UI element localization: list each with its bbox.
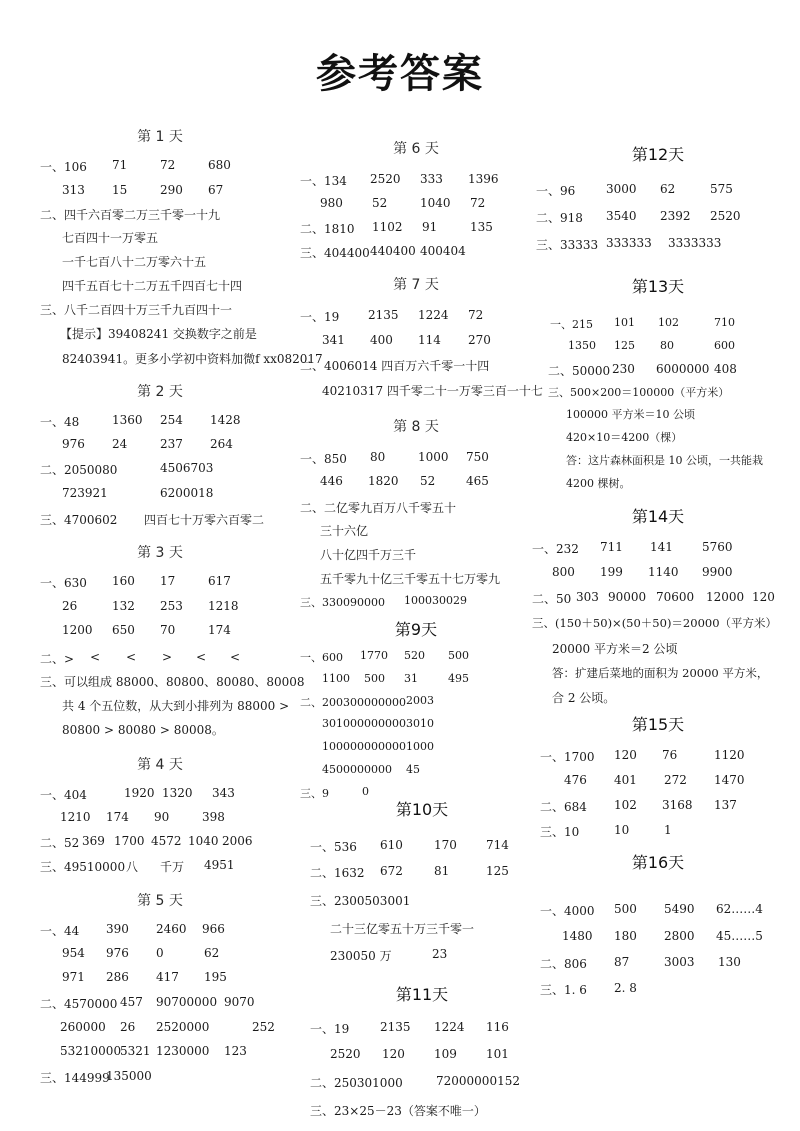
answer-cell: 45……5 — [716, 929, 763, 943]
answer-cell: 一、850 — [300, 452, 347, 466]
answer-cell: 313 — [62, 183, 85, 197]
answer-cell: 9900 — [702, 565, 733, 579]
answer-cell: 102 — [658, 316, 679, 329]
answer-cell: < — [230, 650, 241, 664]
answer-cell: 二、2050080 — [40, 463, 118, 477]
answer-cell: 5490 — [664, 902, 695, 916]
answer-cell: 3168 — [662, 798, 693, 812]
answer-cell: 253 — [160, 599, 183, 613]
answer-cell: 303 — [576, 590, 599, 604]
answer-cell: 520 — [404, 649, 425, 662]
day-1-hint-continued: 82403941。更多小学初中资料加微f xx082017 — [62, 352, 323, 366]
answer-cell: 一、106 — [40, 160, 87, 174]
answer-cell: 3333333 — [668, 236, 722, 250]
answer-cell: 三、144999 — [40, 1071, 110, 1085]
answer-cell: 457 — [120, 995, 143, 1009]
answer-cell: 954 — [62, 946, 85, 960]
answer-cell: 333 — [420, 172, 443, 186]
answer-cell: 70600 — [656, 590, 695, 604]
answer-cell: 610 — [380, 838, 403, 852]
answer-cell: 2135 — [368, 308, 399, 322]
answer-cell: 三、9 — [300, 787, 329, 800]
day-16-heading: 第16天 — [631, 853, 685, 872]
answer-cell: 2520000 — [156, 1020, 210, 1034]
answer-cell: 一、600 — [300, 651, 343, 664]
answer-cell: 80 — [370, 450, 386, 464]
day-2-heading: 第 2 天 — [137, 384, 183, 400]
answer-cell: 53210000 — [60, 1044, 122, 1058]
day-14-row-7: 合 2 公顷。 — [552, 691, 616, 705]
day-10-row-4: 二十三亿零五十万三千零一 — [330, 922, 475, 936]
answer-cell: 270 — [468, 333, 491, 347]
answer-cell: 一、44 — [40, 924, 80, 938]
answer-cell: 714 — [486, 838, 509, 852]
answer-cell: 286 — [106, 970, 129, 984]
answer-cell: 1470 — [714, 773, 745, 787]
answer-cell: 二、918 — [536, 211, 583, 225]
answer-cell: 1480 — [562, 929, 593, 943]
answer-cell: 三、1. 6 — [540, 983, 587, 997]
answer-cell: 1 — [664, 823, 672, 837]
day-1-row-5: 一千七百八十二万零六十五 — [62, 255, 207, 269]
day-10-row-3: 三、2300503001 — [310, 894, 411, 908]
answer-cell: 333333 — [606, 236, 652, 250]
answer-cell: 230 — [612, 362, 635, 376]
day-1-row-4: 七百四十一万零五 — [62, 231, 159, 245]
answer-cell: 252 — [252, 1020, 275, 1034]
answer-cell: 101 — [486, 1047, 509, 1061]
answer-cell: 160 — [112, 574, 135, 588]
day-7-heading: 第 7 天 — [393, 277, 439, 293]
day-6-heading: 第 6 天 — [393, 141, 439, 157]
day-13-row-4: 三、500×200＝100000（平方米） — [548, 386, 730, 399]
answer-cell: 400404 — [420, 244, 466, 258]
answer-cell: 二、684 — [540, 800, 587, 814]
answer-cell: 1920 — [124, 786, 155, 800]
answer-cell: 26 — [120, 1020, 136, 1034]
answer-cell: 976 — [62, 437, 85, 451]
answer-cell: 120 — [614, 748, 637, 762]
answer-cell: 272 — [664, 773, 687, 787]
answer-cell: 465 — [466, 474, 489, 488]
day-14-row-5: 20000 平方米＝2 公顷 — [552, 642, 678, 656]
answer-cell: 70 — [160, 623, 176, 637]
answer-cell: 三、4700602 — [40, 513, 118, 527]
day-3-row-6: 共 4 个五位数，从大到小排列为 88000 > — [62, 699, 290, 713]
answer-cell: 千万 — [160, 860, 185, 874]
day-5-heading: 第 5 天 — [137, 893, 183, 909]
answer-cell: 二、806 — [540, 957, 587, 971]
answer-cell: 71 — [112, 158, 128, 172]
answer-cell: 81 — [434, 864, 450, 878]
answer-cell: 1102 — [372, 220, 403, 234]
answer-cell: 4500000000 — [322, 763, 392, 776]
answer-cell: 2520 — [330, 1047, 361, 1061]
day-12-heading: 第12天 — [631, 145, 685, 164]
answer-cell: 91 — [422, 220, 438, 234]
day-7-row-3: 二、4006014 四百万六千零一十四 — [300, 359, 490, 373]
answer-cell: 15 — [112, 183, 128, 197]
answer-cell: 174 — [208, 623, 231, 637]
answer-cell: 476 — [564, 773, 587, 787]
answer-cell: 二、200300000000 — [300, 696, 406, 709]
answer-cell: 398 — [202, 810, 225, 824]
answer-cell: 1770 — [360, 649, 388, 662]
answer-cell: 130 — [718, 955, 741, 969]
answer-cell: 750 — [466, 450, 489, 464]
answer-cell: 2003 — [406, 694, 434, 707]
answer-cell: 1396 — [468, 172, 499, 186]
answer-cell: 1350 — [568, 339, 596, 352]
answer-cell: 408 — [714, 362, 737, 376]
answer-cell: 114 — [418, 333, 441, 347]
answer-cell: 31 — [404, 672, 418, 685]
day-1-row-3: 二、四千六百零二万三千零一十九 — [40, 208, 221, 222]
answer-cell: 1040 — [188, 834, 219, 848]
day-8-row-6: 五千零九十亿三千零五十七万零九 — [320, 572, 501, 586]
answer-cell: 417 — [156, 970, 179, 984]
answer-cell: 1360 — [112, 413, 143, 427]
day-1-heading: 第 1 天 — [137, 129, 183, 145]
answer-cell: 一、630 — [40, 576, 87, 590]
answer-cell: 三、33333 — [536, 238, 599, 252]
answer-cell: 23 — [432, 947, 448, 961]
answer-cell: 137 — [714, 798, 737, 812]
answer-cell: 一、1700 — [540, 750, 595, 764]
answer-cell: 72 — [160, 158, 176, 172]
answer-cell: 52 — [372, 196, 388, 210]
answer-cell: 446 — [320, 474, 343, 488]
answer-cell: 230050 万 — [330, 949, 392, 963]
answer-cell: 290 — [160, 183, 183, 197]
answer-cell: 180 — [614, 929, 637, 943]
answer-cell: 575 — [710, 182, 733, 196]
answer-cell: 一、232 — [532, 542, 579, 556]
day-8-row-4: 三十六亿 — [320, 524, 369, 538]
answer-cell: 260000 — [60, 1020, 106, 1034]
answer-cell: 一、536 — [310, 840, 357, 854]
answer-cell: 四百七十万零六百零二 — [144, 513, 265, 527]
day-11-heading: 第11天 — [395, 985, 449, 1004]
answer-cell: 2460 — [156, 922, 187, 936]
answer-cell: 三、404400 — [300, 246, 370, 260]
answer-cell: 600 — [714, 339, 735, 352]
answer-cell: 0 — [362, 785, 369, 798]
answer-cell: 2392 — [660, 209, 691, 223]
answer-cell: 1200 — [62, 623, 93, 637]
answer-cell: 2135 — [380, 1020, 411, 1034]
answer-cell: 一、48 — [40, 415, 80, 429]
answer-cell: 1218 — [208, 599, 239, 613]
day-3-row-5: 三、可以组成 88000、80800、80080、80008 — [40, 675, 305, 689]
answer-cell: 400 — [370, 333, 393, 347]
answer-cell: 341 — [322, 333, 345, 347]
day-4-heading: 第 4 天 — [137, 757, 183, 773]
answer-cell: 369 — [82, 834, 105, 848]
answer-cell: 976 — [106, 946, 129, 960]
answer-cell: 135000 — [106, 1069, 152, 1083]
answer-cell: 一、19 — [310, 1022, 350, 1036]
day-13-heading: 第13天 — [631, 277, 685, 296]
answer-cell: 100030029 — [404, 594, 467, 607]
day-13-row-8: 4200 棵树。 — [566, 477, 631, 490]
answer-cell: 440400 — [370, 244, 416, 258]
answer-cell: 一、215 — [550, 318, 593, 331]
answer-cell: 一、134 — [300, 174, 347, 188]
day-8-row-3: 二、二亿零九百万八千零五十 — [300, 501, 457, 515]
answer-cell: 500 — [614, 902, 637, 916]
answer-cell: 971 — [62, 970, 85, 984]
answer-cell: 一、19 — [300, 310, 340, 324]
answer-cell: 三、49510000 — [40, 860, 126, 874]
answer-cell: 二、52 — [40, 836, 80, 850]
day-13-row-6: 420×10＝4200（棵） — [566, 431, 683, 444]
answer-cell: 1000 — [418, 450, 449, 464]
answer-cell: < — [90, 650, 101, 664]
answer-cell: 1230000 — [156, 1044, 210, 1058]
answer-cell: 3540 — [606, 209, 637, 223]
answer-cell: 二、> — [40, 652, 75, 666]
answer-cell: 237 — [160, 437, 183, 451]
answer-cell: 62 — [660, 182, 676, 196]
answer-cell: < — [196, 650, 207, 664]
answer-cell: 一、96 — [536, 184, 576, 198]
answer-cell: 二、50000 — [548, 364, 611, 378]
answer-cell: 401 — [614, 773, 637, 787]
day-8-row-5: 八十亿四千万三千 — [320, 548, 417, 562]
answer-cell: 87 — [614, 955, 630, 969]
answer-cell: 120 — [382, 1047, 405, 1061]
answer-cell: 17 — [160, 574, 176, 588]
answer-cell: 301000000000 — [322, 717, 406, 730]
answer-cell: 24 — [112, 437, 128, 451]
answer-cell: 710 — [714, 316, 735, 329]
answer-cell: 八 — [126, 860, 139, 874]
answer-cell: 1224 — [418, 308, 449, 322]
answer-cell: 10 — [614, 823, 630, 837]
answer-cell: 125 — [614, 339, 635, 352]
answer-cell: 2800 — [664, 929, 695, 943]
day-3-row-7: 80800 > 80080 > 80008。 — [62, 723, 224, 737]
answer-cell: 1100 — [322, 672, 350, 685]
answer-cell: 199 — [600, 565, 623, 579]
answer-cell: 一、4000 — [540, 904, 595, 918]
answer-cell: 195 — [204, 970, 227, 984]
day-14-row-6: 答：扩建后菜地的面积为 20000 平方米， — [552, 666, 769, 680]
answer-cell: 1040 — [420, 196, 451, 210]
answer-cell: 116 — [486, 1020, 509, 1034]
answer-cell: 三、10 — [540, 825, 580, 839]
answer-cell: 800 — [552, 565, 575, 579]
page-title: 参考答案 — [316, 51, 484, 97]
answer-cell: 123 — [224, 1044, 247, 1058]
day-10-heading: 第10天 — [395, 800, 449, 819]
day-14-row-4: 三、(150＋50)×(50＋50)＝20000（平方米） — [532, 616, 778, 630]
day-1-hint: 【提示】39408241 交换数字之前是 — [60, 327, 257, 341]
answer-cell: 1000 — [406, 740, 434, 753]
answer-cell: 966 — [202, 922, 225, 936]
answer-cell: 12000 — [706, 590, 745, 604]
day-13-row-5: 100000 平方米＝10 公顷 — [566, 408, 695, 421]
answer-cell: 72 — [468, 308, 484, 322]
answer-cell: 二、4570000 — [40, 997, 118, 1011]
answer-cell: 4951 — [204, 858, 235, 872]
answer-cell: 26 — [62, 599, 78, 613]
answer-cell: 1210 — [60, 810, 91, 824]
answer-cell: 72000000152 — [436, 1074, 520, 1088]
answer-cell: 1320 — [162, 786, 193, 800]
answer-cell: 1428 — [210, 413, 241, 427]
day-9-heading: 第9天 — [394, 620, 438, 639]
answer-cell: 174 — [106, 810, 129, 824]
answer-cell: 2006 — [222, 834, 253, 848]
answer-cell: 90700000 — [156, 995, 218, 1009]
answer-cell: 650 — [112, 623, 135, 637]
day-13-row-7: 答：这片森林面积是 10 公顷，一共能栽 — [566, 454, 763, 467]
answer-cell: 109 — [434, 1047, 457, 1061]
answer-cell: 二、250301000 — [310, 1076, 403, 1090]
answer-cell: 二、50 — [532, 592, 572, 606]
answer-cell: 672 — [380, 864, 403, 878]
answer-cell: 100000000000 — [322, 740, 406, 753]
answer-cell: 0 — [156, 946, 164, 960]
answer-cell: 1820 — [368, 474, 399, 488]
answer-cell: > — [162, 650, 173, 664]
answer-cell: 二、1810 — [300, 222, 355, 236]
answer-cell: 9070 — [224, 995, 255, 1009]
answer-cell: 125 — [486, 864, 509, 878]
answer-cell: 45 — [406, 763, 420, 776]
answer-cell: 617 — [208, 574, 231, 588]
day-1-row-6: 四千五百七十二万五千四百七十四 — [62, 279, 243, 293]
day-11-row-4: 三、23×25－23（答案不唯一） — [310, 1104, 486, 1118]
answer-cell: 67 — [208, 183, 224, 197]
answer-cell: < — [126, 650, 137, 664]
answer-cell: 264 — [210, 437, 233, 451]
answer-cell: 52 — [420, 474, 436, 488]
answer-cell: 102 — [614, 798, 637, 812]
answer-cell: 80 — [660, 339, 674, 352]
answer-cell: 3003 — [664, 955, 695, 969]
answer-cell: 62……4 — [716, 902, 763, 916]
day-15-heading: 第15天 — [631, 715, 685, 734]
answer-cell: 90000 — [608, 590, 647, 604]
answer-cell: 711 — [600, 540, 623, 554]
answer-cell: 6000000 — [656, 362, 710, 376]
answer-cell: 343 — [212, 786, 235, 800]
answer-cell: 二、1632 — [310, 866, 365, 880]
answer-cell: 2520 — [370, 172, 401, 186]
answer-cell: 500 — [448, 649, 469, 662]
answer-cell: 132 — [112, 599, 135, 613]
day-3-heading: 第 3 天 — [137, 545, 183, 561]
answer-cell: 141 — [650, 540, 673, 554]
answer-cell: 3000 — [606, 182, 637, 196]
answer-cell: 254 — [160, 413, 183, 427]
answer-cell: 135 — [470, 220, 493, 234]
answer-cell: 980 — [320, 196, 343, 210]
answer-cell: 三、330090000 — [300, 596, 385, 609]
answer-cell: 4572 — [151, 834, 182, 848]
day-1-row-7: 三、八千二百四十万三千九百四十一 — [40, 303, 233, 317]
day-7-row-4: 40210317 四千零二十一万零三百一十七 — [322, 384, 543, 398]
answer-cell: 170 — [434, 838, 457, 852]
answer-cell: 5760 — [702, 540, 733, 554]
answer-cell: 495 — [448, 672, 469, 685]
answer-cell: 4506703 — [160, 461, 214, 475]
answer-cell: 6200018 — [160, 486, 214, 500]
answer-cell: 680 — [208, 158, 231, 172]
answer-cell: 1120 — [714, 748, 745, 762]
answer-cell: 一、404 — [40, 788, 87, 802]
answer-cell: 2520 — [710, 209, 741, 223]
day-14-heading: 第14天 — [631, 507, 685, 526]
answer-cell: 1140 — [648, 565, 679, 579]
answer-cell: 120 — [752, 590, 775, 604]
answer-cell: 76 — [662, 748, 678, 762]
answer-cell: 62 — [204, 946, 220, 960]
answer-cell: 90 — [154, 810, 170, 824]
answer-cell: 2. 8 — [614, 981, 637, 995]
answer-cell: 723921 — [62, 486, 108, 500]
day-8-heading: 第 8 天 — [393, 419, 439, 435]
answer-cell: 72 — [470, 196, 486, 210]
answer-cell: 500 — [364, 672, 385, 685]
answer-cell: 1224 — [434, 1020, 465, 1034]
answer-cell: 1700 — [114, 834, 145, 848]
answer-cell: 5321 — [120, 1044, 151, 1058]
answer-cell: 101 — [614, 316, 635, 329]
answer-cell: 3010 — [406, 717, 434, 730]
answer-cell: 390 — [106, 922, 129, 936]
